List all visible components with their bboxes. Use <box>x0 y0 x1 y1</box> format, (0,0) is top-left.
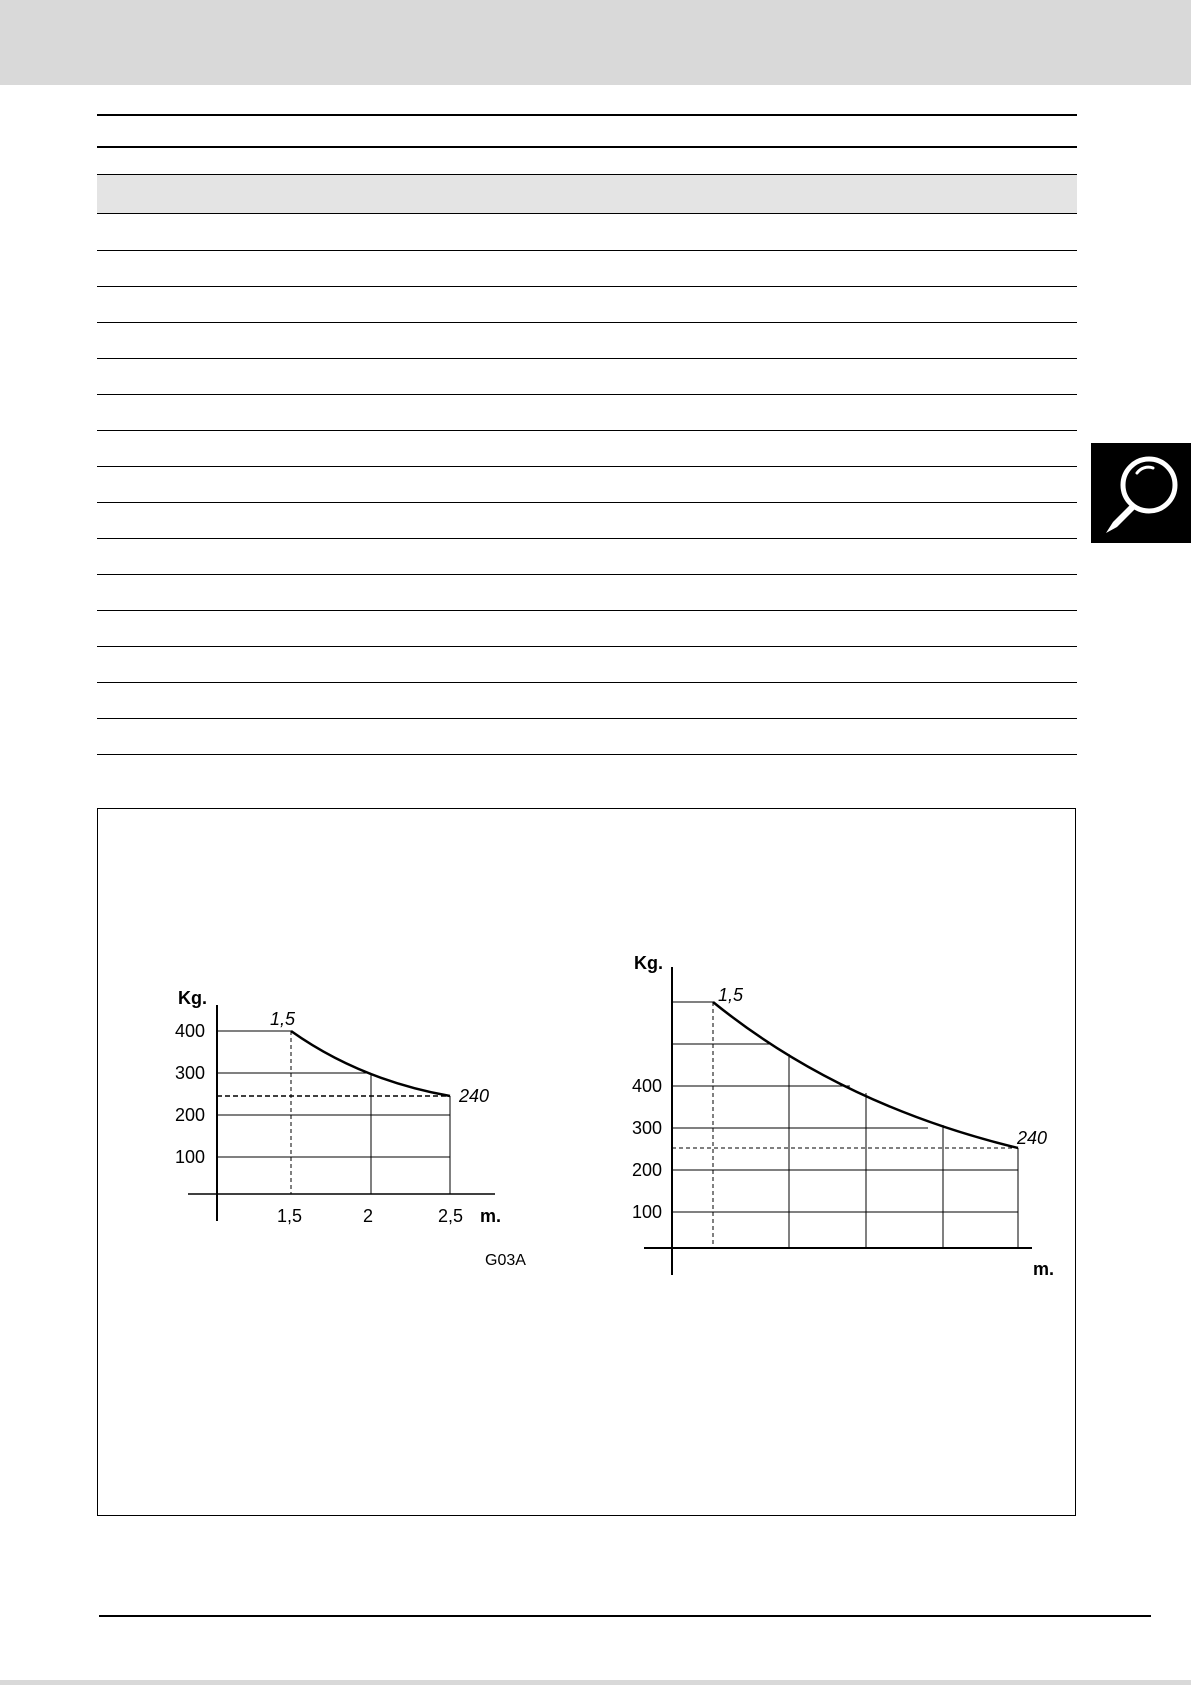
table-rule <box>97 538 1077 539</box>
peak-label: 1,5 <box>270 1009 296 1029</box>
table-rule <box>97 682 1077 683</box>
x-unit-label: m. <box>480 1206 502 1226</box>
y-tick-label: 200 <box>632 1160 663 1180</box>
x-tick-label: 1,5 <box>277 1206 303 1226</box>
table-rule <box>97 358 1077 359</box>
peak-label: 1,5 <box>718 985 744 1005</box>
y-tick-label: 400 <box>632 1076 663 1096</box>
table-rule <box>97 394 1077 395</box>
table-header-row <box>97 174 1077 213</box>
footer-rule <box>99 1615 1151 1617</box>
y-unit-label: Kg. <box>634 953 663 973</box>
header-band <box>0 0 1191 85</box>
y-tick-label: 100 <box>632 1202 663 1222</box>
y-tick-label: 200 <box>175 1105 206 1125</box>
x-tick-label: 2,5 <box>438 1206 464 1226</box>
y-tick-label: 300 <box>632 1118 663 1138</box>
magnifier-icon <box>1091 443 1191 543</box>
table-rule <box>97 502 1077 503</box>
y-tick-label: 100 <box>175 1147 206 1167</box>
table-rule <box>97 574 1077 575</box>
y-unit-label: Kg. <box>178 988 207 1008</box>
x-tick-label: 2 <box>363 1206 374 1226</box>
table-rule <box>97 610 1077 611</box>
table-rule <box>97 250 1077 251</box>
y-tick-label: 400 <box>175 1021 206 1041</box>
table-rule <box>97 286 1077 287</box>
table-rule <box>97 114 1077 116</box>
table-rule <box>97 646 1077 647</box>
x-unit-label: m. <box>1033 1259 1055 1279</box>
table-rule <box>97 466 1077 467</box>
table-rule <box>97 754 1077 755</box>
table-rule <box>97 430 1077 431</box>
table-rule <box>97 322 1077 323</box>
bottom-band <box>0 1680 1191 1685</box>
left-load-chart <box>160 975 540 1275</box>
figure-code: G03A <box>485 1252 526 1269</box>
table-rule <box>97 174 1077 175</box>
y-tick-label: 300 <box>175 1063 206 1083</box>
right-load-chart <box>620 945 1070 1285</box>
table-rule <box>97 718 1077 719</box>
end-value-label: 240 <box>1017 1128 1048 1148</box>
table-rule <box>97 146 1077 148</box>
side-tab[interactable] <box>1091 443 1191 543</box>
table-rule <box>97 213 1077 214</box>
end-value-label: 240 <box>459 1086 490 1106</box>
